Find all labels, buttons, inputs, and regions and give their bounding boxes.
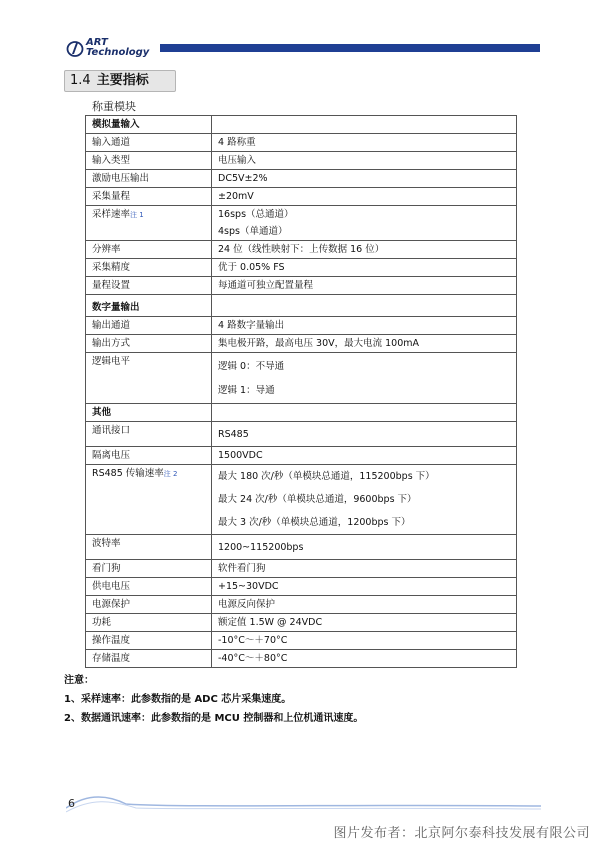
value-line: 最大 3 次/秒（单模块总通道，1200bps 下） [218,517,411,528]
value-cell: 4 路数字量输出 [212,317,517,335]
notes-block [64,671,363,728]
table-row [86,447,517,465]
label-cell: 供电电压 [86,578,212,596]
value-cell: 每通道可独立配置量程 [212,277,517,295]
label-cell: 功耗 [86,614,212,632]
table-row [86,241,517,259]
value-cell: 1500VDC [212,447,517,465]
section-title: 主要指标 [96,73,149,88]
value-cell: -10°C～＋70°C [212,632,517,650]
label-cell: 分辨率 [86,241,212,259]
value-cell: ±20mV [212,188,517,206]
label-text: 采样速率 [92,209,131,220]
label-cell: 量程设置 [86,277,212,295]
table-section-row [86,404,517,422]
note-item: 1、采样速率：此参数指的是 ADC 芯片采集速度。 [64,694,292,705]
label-cell: 输出通道 [86,317,212,335]
label-cell: 激励电压输出 [86,170,212,188]
note-item: 2、数据通讯速率：此参数指的是 MCU 控制器和上位机通讯速度。 [64,713,364,724]
label-cell: 看门狗 [86,560,212,578]
label-text: RS485 传输速率 [92,468,164,479]
value-cell: 电源反向保护 [212,596,517,614]
label-cell: 隔离电压 [86,447,212,465]
value-line: 最大 24 次/秒（单模块总通道，9600bps 下） [218,494,417,505]
logo-line1: ART [86,37,108,48]
value-cell: 4 路称重 [212,134,517,152]
notes-title: 注意： [64,675,94,686]
footer-wave-decoration [66,790,541,820]
table-row [86,206,517,241]
value-cell: +15~30VDC [212,578,517,596]
company-logo [66,38,166,60]
value-cell: RS485 [212,422,517,447]
table-row [86,353,517,404]
value-cell: 1200~115200bps [212,535,517,560]
label-cell: 采集量程 [86,188,212,206]
value-cell [212,353,517,404]
table-row [86,632,517,650]
table-row [86,614,517,632]
table-row [86,152,517,170]
value-cell [212,206,517,241]
value-cell: 24 位（线性映射下：上传数据 16 位） [212,241,517,259]
table-row [86,335,517,353]
empty-cell [212,404,517,422]
section-cell: 数字量输出 [86,295,212,317]
table-row [86,188,517,206]
value-cell: 集电极开路，最高电压 30V，最大电流 100mA [212,335,517,353]
value-line: 最大 180 次/秒（单模块总通道，115200bps 下） [218,471,435,482]
table-row [86,422,517,447]
label-cell: 操作温度 [86,632,212,650]
value-line: 逻辑 0：不导通 [218,361,285,372]
table-row [86,535,517,560]
value-cell: DC5V±2% [212,170,517,188]
table-row [86,259,517,277]
footnote-marker: 注 1 [130,211,144,219]
table-row [86,465,517,535]
label-cell: 输出方式 [86,335,212,353]
logo-wordmark [86,38,149,58]
watermark-text: 图片发布者：北京阿尔泰科技发展有限公司 [333,826,590,841]
header-accent-bar [160,44,540,52]
label-cell: 逻辑电平 [86,353,212,404]
table-row [86,170,517,188]
value-cell: 软件看门狗 [212,560,517,578]
value-line: 16sps（总通道） [218,209,294,220]
value-cell: 电压输入 [212,152,517,170]
table-row [86,277,517,295]
table-section-row [86,116,517,134]
label-cell [86,206,212,241]
page-number: 6 [68,797,75,810]
value-cell: 额定值 1.5W @ 24VDC [212,614,517,632]
label-cell: 波特率 [86,535,212,560]
empty-cell [212,295,517,317]
table-row [86,596,517,614]
section-cell: 其他 [86,404,212,422]
value-line: 逻辑 1：导通 [218,385,275,396]
label-cell [86,465,212,535]
value-line: 4sps（单通道） [218,226,288,237]
logo-line2: Technology [86,47,150,58]
table-row [86,317,517,335]
label-cell: 存储温度 [86,650,212,668]
section-cell: 模拟量输入 [86,116,212,134]
table-row [86,650,517,668]
value-cell: -40°C～＋80°C [212,650,517,668]
value-cell: 优于 0.05% FS [212,259,517,277]
value-cell [212,465,517,535]
label-cell: 电源保护 [86,596,212,614]
label-cell: 输入通道 [86,134,212,152]
empty-cell [212,116,517,134]
table-caption: 称重模块 [92,100,136,113]
footnote-marker: 注 2 [163,470,178,478]
table-row [86,578,517,596]
label-cell: 通讯接口 [86,422,212,447]
label-cell: 采集精度 [86,259,212,277]
table-section-row [86,295,517,317]
table-row [86,134,517,152]
section-number: 1.4 [70,73,91,88]
label-cell: 输入类型 [86,152,212,170]
table-row [86,560,517,578]
art-logo-icon [66,40,84,58]
spec-table [85,115,517,668]
section-heading [64,70,176,92]
